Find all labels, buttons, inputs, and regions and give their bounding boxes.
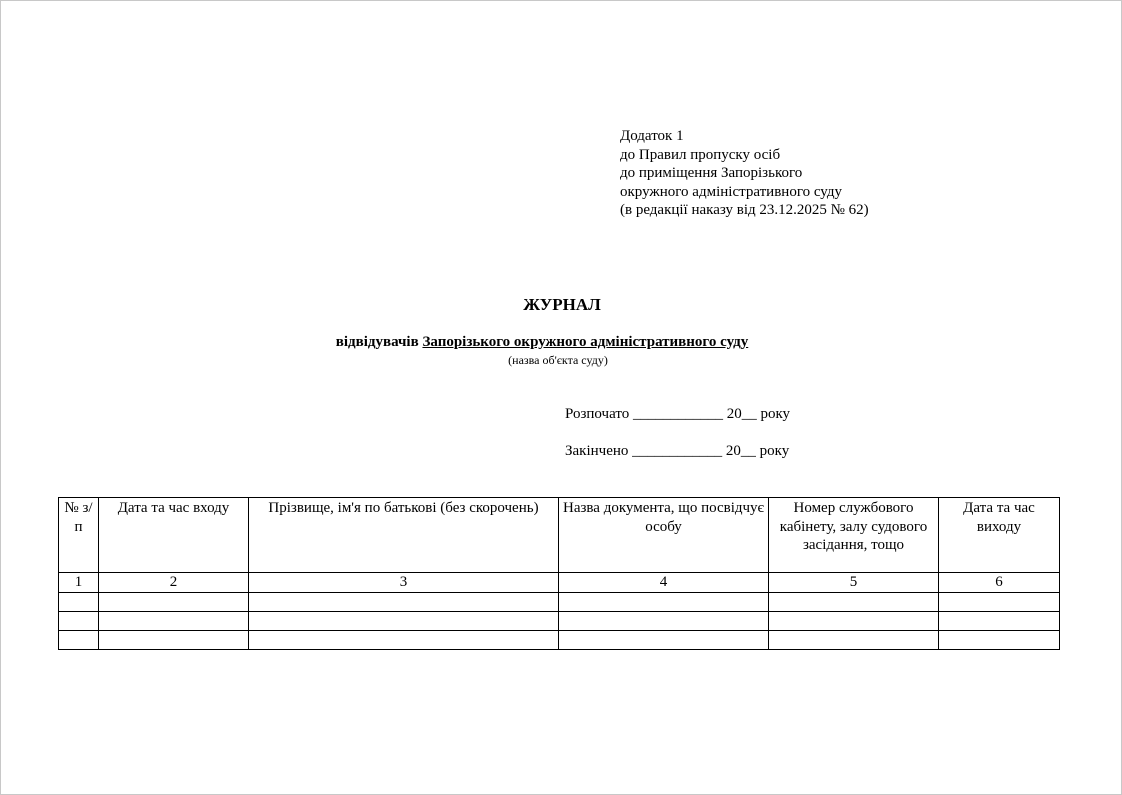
column-header: Дата та час входу	[99, 498, 249, 573]
journal-title: ЖУРНАЛ	[523, 295, 601, 314]
appendix-line: окружного адміністративного суду	[620, 183, 842, 200]
table-cell	[939, 592, 1060, 611]
table-cell	[769, 630, 939, 649]
table-row	[59, 611, 1060, 630]
column-header: Прізвище, ім'я по батькові (без скорочень)	[249, 498, 559, 573]
visitors-table	[58, 497, 1060, 650]
table-header-row	[59, 498, 1060, 573]
court-name: Запорізького окружного адміністративного суду	[422, 334, 749, 350]
column-header: Номер службового кабінету, залу судового засідання, тощо	[769, 498, 939, 573]
table-cell	[249, 592, 559, 611]
table-cell	[59, 611, 99, 630]
table-cell	[559, 592, 769, 611]
court-name-note: (назва об'єкта суду)	[508, 353, 608, 367]
appendix-line: (в редакції наказу від 23.12.2025 № 62)	[620, 202, 869, 219]
column-number: 1	[59, 573, 99, 593]
column-number-row	[59, 573, 1060, 593]
finished-line: Закінчено ____________ 20__ року	[565, 443, 790, 459]
table-cell	[99, 592, 249, 611]
appendix-line: до приміщення Запорізького	[620, 165, 803, 182]
table-cell	[559, 611, 769, 630]
table-row	[59, 630, 1060, 649]
table-row	[59, 592, 1060, 611]
column-header: Назва документа, що посвідчує особу	[559, 498, 769, 573]
table-cell	[99, 611, 249, 630]
table-cell	[249, 611, 559, 630]
appendix-line: Додаток 1	[620, 128, 684, 144]
column-number: 3	[249, 573, 559, 593]
table-cell	[769, 611, 939, 630]
appendix-block	[620, 127, 869, 220]
column-header: Дата та час виходу	[939, 498, 1060, 573]
column-number: 2	[99, 573, 249, 593]
column-header: № з/п	[59, 498, 99, 573]
started-line: Розпочато ____________ 20__ року	[565, 406, 791, 422]
column-number: 5	[769, 573, 939, 593]
table-cell	[99, 630, 249, 649]
table-cell	[939, 630, 1060, 649]
appendix-line: до Правил пропуску осіб	[620, 146, 781, 163]
table-cell	[559, 630, 769, 649]
table-cell	[59, 592, 99, 611]
column-number: 4	[559, 573, 769, 593]
table-cell	[939, 611, 1060, 630]
table-cell	[59, 630, 99, 649]
table-cell	[249, 630, 559, 649]
table-cell	[769, 592, 939, 611]
journal-subtitle	[1, 334, 1083, 351]
column-number: 6	[939, 573, 1060, 593]
subtitle-prefix: відвідувачів	[335, 334, 423, 350]
